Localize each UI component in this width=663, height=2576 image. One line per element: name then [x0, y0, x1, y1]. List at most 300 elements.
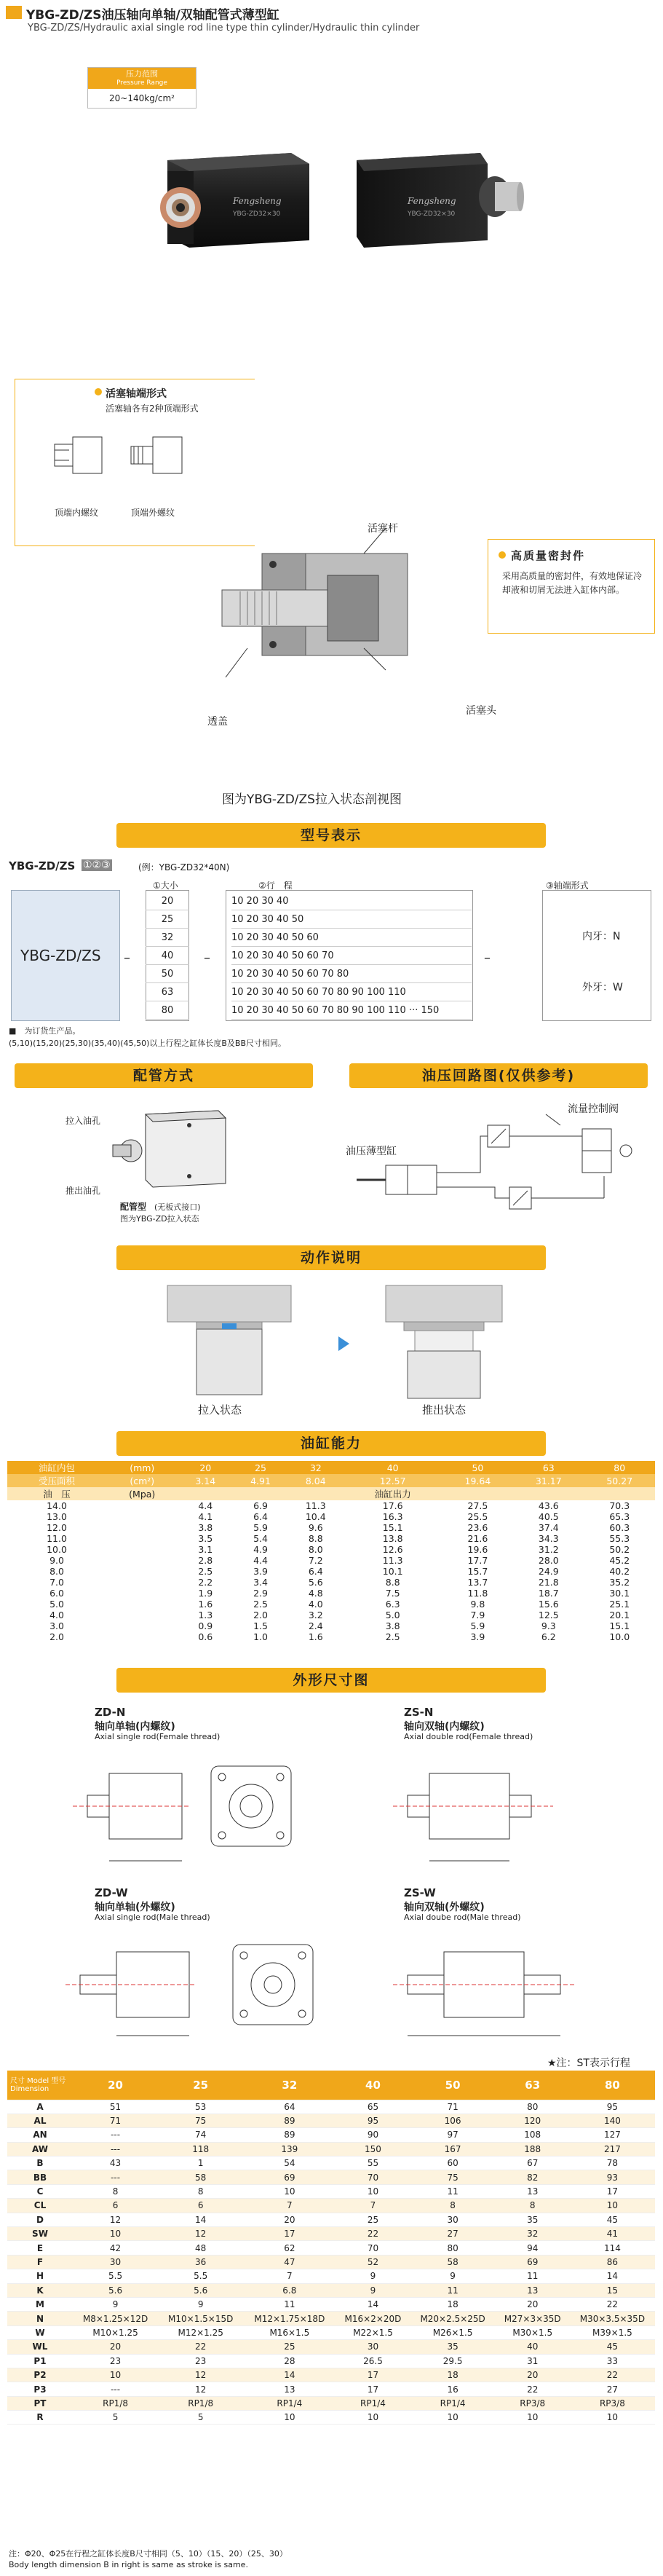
- pressure-range-box: [87, 67, 196, 109]
- cell: 37.4: [538, 1522, 559, 1533]
- cell: 12: [158, 2368, 243, 2382]
- cell: [106, 1631, 178, 1642]
- cell: [106, 1544, 178, 1555]
- cell: 24.9: [538, 1566, 559, 1577]
- cylinder-photo-right: [357, 153, 524, 248]
- bullet-icon: [95, 388, 102, 395]
- male-thread-drawing: [131, 437, 182, 473]
- cell: 18: [410, 2368, 496, 2382]
- dim-row: [7, 2283, 655, 2297]
- cell: M12×1.25: [158, 2325, 243, 2339]
- rod-end-subtitle: 活塞轴各有2种顶端形式: [106, 403, 199, 414]
- cell: A: [7, 2100, 73, 2114]
- cell: 45.2: [609, 1555, 630, 1566]
- cell: 1.5: [253, 1620, 268, 1631]
- cell: 2.8: [198, 1555, 213, 1566]
- cell: 17.6: [382, 1500, 403, 1511]
- zdn-code: ZD-N: [95, 1706, 126, 1719]
- dim-header-model: 25: [158, 2071, 243, 2100]
- cell: SW: [7, 2227, 73, 2241]
- cell: 3.9: [253, 1566, 268, 1577]
- zdn-cn: 轴向单轴(内螺纹): [95, 1721, 175, 1733]
- cell: [106, 1620, 178, 1631]
- cell: 7: [243, 2269, 336, 2283]
- cell: 27: [410, 2227, 496, 2241]
- cell: 12.6: [382, 1544, 403, 1555]
- cell: 25: [243, 2340, 336, 2354]
- cell: 3.8: [198, 1522, 213, 1533]
- cell: 30: [73, 2255, 158, 2269]
- zsn-cn: 轴向双轴(内螺纹): [404, 1721, 485, 1733]
- piping-caption: 图为YBG-ZD拉入状态: [120, 1214, 199, 1224]
- cell: 28: [243, 2354, 336, 2368]
- cell: 6.4: [308, 1566, 323, 1577]
- cell: 22: [158, 2340, 243, 2354]
- cell: 10: [410, 2411, 496, 2425]
- cell: 41: [570, 2227, 655, 2241]
- cell: 188: [496, 2142, 570, 2156]
- cell: 4.0: [308, 1599, 323, 1610]
- dim-row: [7, 2297, 655, 2311]
- cell: 31.17: [513, 1474, 584, 1487]
- dim-row: [7, 2411, 655, 2425]
- cell: 20.1: [609, 1610, 630, 1620]
- cell: 13.8: [382, 1533, 403, 1544]
- cell: 58: [158, 2170, 243, 2184]
- page-subtitle: YBG-ZD/ZS/Hydraulic axial single rod line type thin cylinder/Hydraulic thin cylinder: [28, 23, 420, 34]
- cell: 70: [336, 2170, 410, 2184]
- cell: 5.6: [308, 1577, 323, 1588]
- cell: 8.8: [308, 1533, 323, 1544]
- cell: 18: [410, 2297, 496, 2311]
- cell: 3.14: [178, 1474, 233, 1487]
- cell: 106: [410, 2114, 496, 2127]
- dim-row: [7, 2184, 655, 2198]
- cell: 65: [336, 2100, 410, 2114]
- cell: 108: [496, 2128, 570, 2142]
- cell: 26.5: [336, 2354, 410, 2368]
- cell: 86: [570, 2255, 655, 2269]
- cell: 40: [344, 1461, 442, 1474]
- model-name: YBG-ZD/ZS: [20, 947, 101, 964]
- cell: 20: [178, 1461, 233, 1474]
- cell: M8×1.25×12D: [73, 2312, 158, 2325]
- cell: 75: [158, 2114, 243, 2127]
- cell: 4.1: [198, 1511, 213, 1522]
- cell: 40.5: [538, 1511, 559, 1522]
- cell: 6.4: [253, 1511, 268, 1522]
- pressure-title: 压力范围: [126, 69, 158, 79]
- female-thread-drawing: [55, 437, 102, 473]
- cell: 6.9: [253, 1500, 268, 1511]
- cell: 10: [336, 2411, 410, 2425]
- dim-row: [7, 2396, 655, 2410]
- cell: [233, 1487, 288, 1500]
- cell: M26×1.5: [410, 2325, 496, 2339]
- zsn-en: Axial double rod(Female thread): [404, 1732, 533, 1741]
- model-circles: ①②③: [83, 859, 111, 871]
- cell: 11: [496, 2269, 570, 2283]
- cell: 8.8: [385, 1577, 400, 1588]
- cell: RP3/8: [496, 2396, 570, 2410]
- piping-drawing: [109, 1107, 240, 1194]
- cell: RP1/4: [410, 2396, 496, 2410]
- dash-2: –: [484, 950, 491, 966]
- cell: 12: [73, 2213, 158, 2226]
- dim-header-model: 40: [336, 2071, 410, 2100]
- capacity-row: [7, 1522, 655, 1533]
- cell: 7: [336, 2199, 410, 2213]
- cell: M27×3×35D: [496, 2312, 570, 2325]
- capacity-row: [7, 1511, 655, 1522]
- cell: 22: [336, 2227, 410, 2241]
- cell: 12: [158, 2382, 243, 2396]
- cell: 7.0: [49, 1577, 64, 1588]
- cell: 80: [410, 2241, 496, 2255]
- capacity-row: [7, 1500, 655, 1511]
- cell: 4.0: [49, 1610, 64, 1620]
- capacity-row: [7, 1577, 655, 1588]
- label-piston-head: 活塞头: [466, 705, 496, 717]
- dim-header: [7, 2071, 655, 2100]
- cell: 25.1: [609, 1599, 630, 1610]
- cell: 4.4: [198, 1500, 213, 1511]
- cell: 3.4: [253, 1577, 268, 1588]
- cell: 12: [158, 2227, 243, 2241]
- cell: 9.8: [470, 1599, 485, 1610]
- cell: 8: [158, 2184, 243, 2198]
- cell: 54: [243, 2156, 336, 2170]
- cell: CL: [7, 2199, 73, 2213]
- dim-row: [7, 2100, 655, 2114]
- cell: 47: [243, 2255, 336, 2269]
- cell: 10: [243, 2184, 336, 2198]
- dim-header-model: 63: [496, 2071, 570, 2100]
- cell: 15: [570, 2283, 655, 2297]
- dim-note-cn: 注：Φ20、Φ25在行程之缸体长度B尺寸相同（5、10）（15、20）（25、30）: [9, 2549, 287, 2559]
- cell: 3.5: [198, 1533, 213, 1544]
- cell: [106, 1555, 178, 1566]
- zsw-code: ZS-W: [404, 1886, 436, 1899]
- dim-header-model: 32: [243, 2071, 336, 2100]
- cell: 3.0: [49, 1620, 64, 1631]
- dim-row: [7, 2325, 655, 2339]
- cell: [106, 1577, 178, 1588]
- cell: 8: [496, 2199, 570, 2213]
- cell: 14: [243, 2368, 336, 2382]
- cell: 11.3: [382, 1555, 403, 1566]
- cell: 4.91: [233, 1474, 288, 1487]
- cell: 油 压: [7, 1487, 106, 1500]
- cell: M22×1.5: [336, 2325, 410, 2339]
- cell: W: [7, 2325, 73, 2339]
- cell: M16×2×20D: [336, 2312, 410, 2325]
- cell: 52: [336, 2255, 410, 2269]
- cell: 75: [410, 2170, 496, 2184]
- cell: WL: [7, 2340, 73, 2354]
- cell: 5.0: [49, 1599, 64, 1610]
- size-item: 50: [146, 965, 189, 983]
- dim-row: [7, 2312, 655, 2325]
- left-brand: Fengsheng: [233, 196, 282, 206]
- cell: 95: [570, 2100, 655, 2114]
- cell: 2.5: [198, 1566, 213, 1577]
- zdw-en: Axial single rod(Male thread): [95, 1913, 210, 1922]
- cell: ---: [73, 2382, 158, 2396]
- cell: 60.3: [609, 1522, 630, 1533]
- cell: 27: [570, 2382, 655, 2396]
- cell: R: [7, 2411, 73, 2425]
- cell: 17: [336, 2368, 410, 2382]
- stroke-list: [231, 892, 472, 1020]
- cell: 8.04: [288, 1474, 344, 1487]
- cell: 10.0: [47, 1544, 67, 1555]
- cell: 9.0: [49, 1555, 64, 1566]
- cell: P1: [7, 2354, 73, 2368]
- cell: 5.6: [73, 2283, 158, 2297]
- cell: RP1/8: [158, 2396, 243, 2410]
- note-stroke: ★注：ST表示行程: [547, 2057, 630, 2069]
- cell: 10: [73, 2227, 158, 2241]
- capacity-row: [7, 1566, 655, 1577]
- cell: [106, 1566, 178, 1577]
- circuit-diagram: [342, 1107, 648, 1216]
- cell: 15.1: [609, 1620, 630, 1631]
- cell: N: [7, 2312, 73, 2325]
- stroke-item: 10 20 30 40 50 60 70: [231, 947, 472, 965]
- left-model: YBG-ZD32×30: [233, 210, 281, 218]
- cell: PT: [7, 2396, 73, 2410]
- banner-piping: 配管方式: [15, 1063, 313, 1088]
- cell: 69: [243, 2170, 336, 2184]
- cell: 97: [410, 2128, 496, 2142]
- cell: 13.7: [467, 1577, 488, 1588]
- cell: [106, 1522, 178, 1533]
- dim-header-corner: 尺寸 Model 型号 Dimension: [7, 2071, 73, 2100]
- cell: 13.0: [47, 1511, 67, 1522]
- action-push-label: 推出状态: [422, 1403, 467, 1417]
- cell: 140: [570, 2114, 655, 2127]
- cell: 31.2: [538, 1544, 559, 1555]
- cell: [106, 1610, 178, 1620]
- dim-row: [7, 2368, 655, 2382]
- cell: 120: [496, 2114, 570, 2127]
- cell: 40: [496, 2340, 570, 2354]
- dim-header-model: 50: [410, 2071, 496, 2100]
- cell: [442, 1487, 513, 1500]
- cell: 10.1: [382, 1566, 403, 1577]
- size-item: 40: [146, 947, 189, 965]
- capacity-header-pressure: [7, 1487, 655, 1500]
- label-cover: 透盖: [207, 716, 228, 728]
- cell: 25.5: [467, 1511, 488, 1522]
- header-accent: [6, 6, 22, 19]
- cell: 17: [336, 2382, 410, 2396]
- zw-drawings: [65, 1923, 640, 2047]
- bullet-icon: [499, 551, 506, 559]
- cell: ---: [73, 2142, 158, 2156]
- cell: 80: [496, 2100, 570, 2114]
- cell: 1: [158, 2156, 243, 2170]
- cell: 5: [158, 2411, 243, 2425]
- cell: 69: [496, 2255, 570, 2269]
- piping-type-title: 配管型: [120, 1202, 147, 1212]
- cell: M20×2.5×25D: [410, 2312, 496, 2325]
- cell: 10: [496, 2411, 570, 2425]
- cell: 50.2: [609, 1544, 630, 1555]
- dim-note-en: Body length dimension B in right is same as stroke is same.: [9, 2560, 248, 2569]
- cell: 89: [243, 2114, 336, 2127]
- cell: 5: [73, 2411, 158, 2425]
- zsw-en: Axial doube rod(Male thread): [404, 1913, 521, 1922]
- cell: 23: [158, 2354, 243, 2368]
- cell: 48: [158, 2241, 243, 2255]
- cell: 17: [243, 2227, 336, 2241]
- cell: 71: [73, 2114, 158, 2127]
- cell: 10: [243, 2411, 336, 2425]
- cell: 5.9: [253, 1522, 268, 1533]
- cell: 2.4: [308, 1620, 323, 1631]
- cell: 5.6: [158, 2283, 243, 2297]
- cell: 22: [570, 2368, 655, 2382]
- cell: 11.8: [467, 1588, 488, 1599]
- dim-row: [7, 2114, 655, 2127]
- dim-row: [7, 2255, 655, 2269]
- dim-row: [7, 2128, 655, 2142]
- push-port-label: 推出油孔: [65, 1186, 101, 1196]
- cell: P2: [7, 2368, 73, 2382]
- cell: [584, 1487, 655, 1500]
- right-model: YBG-ZD32×30: [408, 210, 456, 218]
- cell: 34.3: [538, 1533, 559, 1544]
- cell: 150: [336, 2142, 410, 2156]
- cell: 139: [243, 2142, 336, 2156]
- banner-circuit: 油压回路图(仅供参考): [349, 1063, 648, 1088]
- cell: 14.0: [47, 1500, 67, 1511]
- cell: 70: [336, 2241, 410, 2255]
- cell: 6.2: [541, 1631, 556, 1642]
- cell: 6: [158, 2199, 243, 2213]
- cell: 30: [410, 2213, 496, 2226]
- cell: 6.0: [49, 1588, 64, 1599]
- cell: 65.3: [609, 1511, 630, 1522]
- cell: M30×1.5: [496, 2325, 570, 2339]
- cell: 7.9: [470, 1610, 485, 1620]
- cell: B: [7, 2156, 73, 2170]
- cell: M10×1.25: [73, 2325, 158, 2339]
- cell: 32: [496, 2227, 570, 2241]
- cell: 127: [570, 2128, 655, 2142]
- col2-title: ②行 程: [258, 881, 293, 891]
- cell: 70.3: [609, 1500, 630, 1511]
- cell: [106, 1500, 178, 1511]
- end-box: [542, 890, 651, 1021]
- cell: 11: [243, 2297, 336, 2311]
- size-item: 80: [146, 1001, 189, 1020]
- cell: 23: [73, 2354, 158, 2368]
- cell: M16×1.5: [243, 2325, 336, 2339]
- cell: 3.9: [470, 1631, 485, 1642]
- cell: 10: [336, 2184, 410, 2198]
- cell: 2.5: [253, 1599, 268, 1610]
- pressure-value: 20~140kg/cm²: [109, 92, 175, 103]
- product-photos: [146, 131, 524, 262]
- cell: 13: [496, 2184, 570, 2198]
- cell: 45: [570, 2213, 655, 2226]
- cell: 9.3: [541, 1620, 556, 1631]
- rod-end-drawings: [44, 422, 196, 503]
- cell: 8: [73, 2184, 158, 2198]
- cell: 12.0: [47, 1522, 67, 1533]
- dim-row: [7, 2170, 655, 2184]
- cell: 42: [73, 2241, 158, 2255]
- banner-model: 型号表示: [116, 823, 546, 848]
- dim-row: [7, 2382, 655, 2396]
- cell: 67: [496, 2156, 570, 2170]
- cell: [513, 1487, 584, 1500]
- cell: 29.5: [410, 2354, 496, 2368]
- cell: D: [7, 2213, 73, 2226]
- cell: 4.4: [253, 1555, 268, 1566]
- cell: 62: [243, 2241, 336, 2255]
- dash-3: –: [204, 950, 210, 966]
- stroke-item: 10 20 30 40 50: [231, 910, 472, 929]
- cell: 受压面积: [7, 1474, 106, 1487]
- cell: RP1/4: [336, 2396, 410, 2410]
- dim-row: [7, 2340, 655, 2354]
- cell: 22: [570, 2297, 655, 2311]
- cell: 17.7: [467, 1555, 488, 1566]
- size-item: 63: [146, 983, 189, 1001]
- cell: 油缸出力: [344, 1487, 442, 1500]
- cell: 1.9: [198, 1588, 213, 1599]
- cell: AN: [7, 2128, 73, 2142]
- cell: 6: [73, 2199, 158, 2213]
- capacity-row: [7, 1588, 655, 1599]
- cell: 12.5: [538, 1610, 559, 1620]
- cell: 45: [570, 2340, 655, 2354]
- capacity-row: [7, 1599, 655, 1610]
- cell: 51: [73, 2100, 158, 2114]
- rod-end-title: 活塞轴端形式: [106, 388, 167, 400]
- cell: 14: [570, 2269, 655, 2283]
- cell: 12.57: [344, 1474, 442, 1487]
- cell: 3.2: [308, 1610, 323, 1620]
- dim-row: [7, 2241, 655, 2255]
- cell: [106, 1588, 178, 1599]
- zdn-en: Axial single rod(Female thread): [95, 1732, 221, 1741]
- col3-title: ③轴端形式: [546, 881, 589, 891]
- cell: 21.8: [538, 1577, 559, 1588]
- cell: 14: [336, 2297, 410, 2311]
- dim-row: [7, 2213, 655, 2226]
- cell: 4.9: [253, 1544, 268, 1555]
- cell: M30×3.5×35D: [570, 2312, 655, 2325]
- cell: 43: [73, 2156, 158, 2170]
- cell: 10: [570, 2411, 655, 2425]
- dim-row: [7, 2156, 655, 2170]
- cell: 1.3: [198, 1610, 213, 1620]
- female-thread-label: 顶端内螺纹: [55, 508, 99, 518]
- cell: 35.2: [609, 1577, 630, 1588]
- cell: 11: [410, 2283, 496, 2297]
- cell: 2.9: [253, 1588, 268, 1599]
- cell: 35: [496, 2213, 570, 2226]
- size-item: 32: [146, 929, 189, 947]
- cell: 9: [73, 2297, 158, 2311]
- capacity-row: [7, 1533, 655, 1544]
- cell: 15.7: [467, 1566, 488, 1577]
